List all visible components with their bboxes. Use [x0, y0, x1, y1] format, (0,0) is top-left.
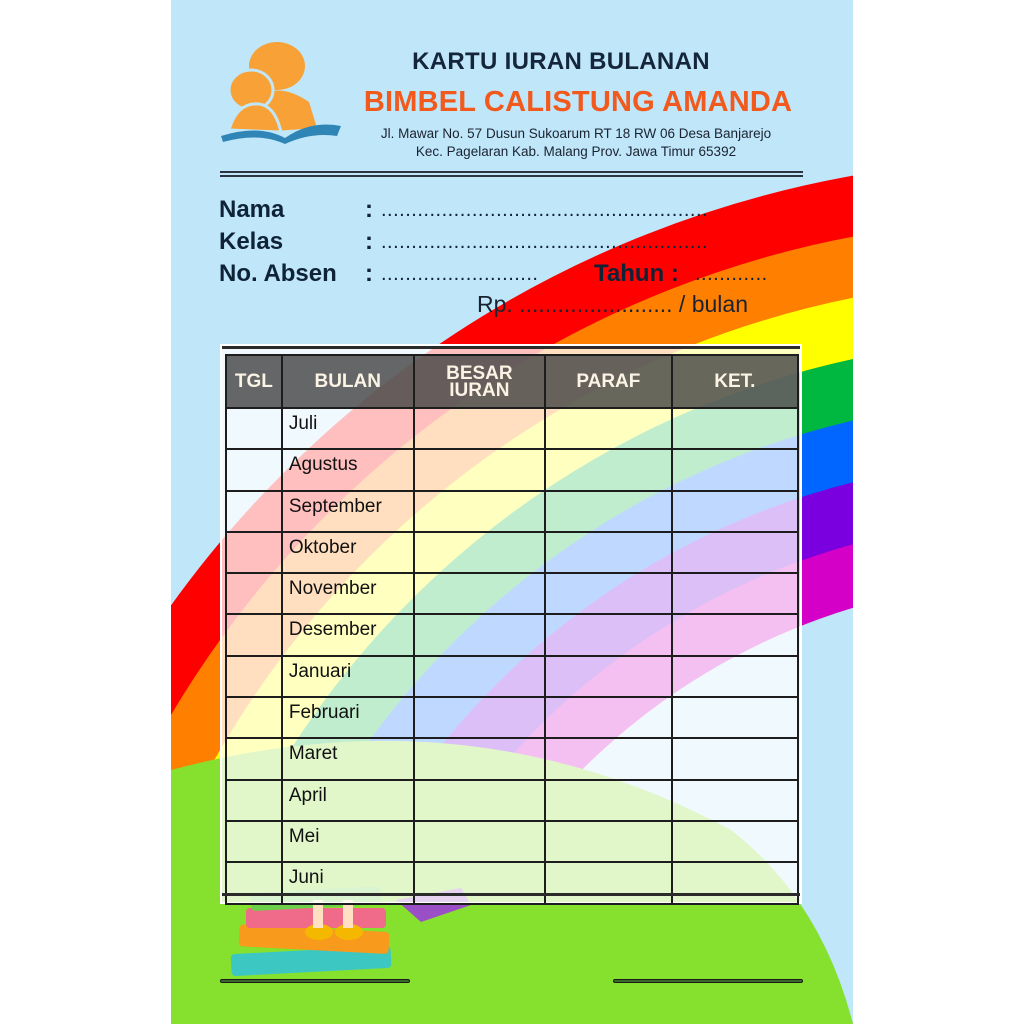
table-row — [226, 821, 798, 862]
cell-bulan: November — [282, 573, 414, 614]
cell-tgl[interactable] — [226, 697, 282, 738]
tahun-field[interactable]: ............ — [695, 263, 768, 285]
table-header-row — [226, 355, 798, 408]
cell-paraf[interactable] — [545, 821, 672, 862]
cell-ket[interactable] — [672, 408, 798, 449]
cell-bulan: Februari — [282, 697, 414, 738]
cell-paraf[interactable] — [545, 697, 672, 738]
cell-iuran[interactable] — [414, 573, 546, 614]
nama-label: Nama — [219, 196, 285, 223]
payment-table — [225, 354, 799, 905]
cell-bulan: Agustus — [282, 449, 414, 490]
nama-colon: : — [365, 196, 373, 223]
cell-bulan: April — [282, 780, 414, 821]
cell-iuran[interactable] — [414, 821, 546, 862]
cell-bulan: Januari — [282, 656, 414, 697]
table-row — [226, 573, 798, 614]
header-bulan: BULAN — [282, 355, 414, 408]
signature-line-left[interactable] — [220, 979, 410, 983]
payment-table-container — [220, 344, 802, 904]
cell-tgl[interactable] — [226, 614, 282, 655]
cell-bulan: Oktober — [282, 532, 414, 573]
table-bottom-rule — [222, 893, 800, 898]
table-row — [226, 449, 798, 490]
cell-ket[interactable] — [672, 656, 798, 697]
cell-iuran[interactable] — [414, 780, 546, 821]
cell-iuran[interactable] — [414, 656, 546, 697]
cell-ket[interactable] — [672, 697, 798, 738]
cell-bulan: Maret — [282, 738, 414, 779]
monthly-fee-field[interactable]: Rp. ........................ / bulan — [477, 291, 748, 317]
cell-ket[interactable] — [672, 738, 798, 779]
cell-tgl[interactable] — [226, 780, 282, 821]
cell-paraf[interactable] — [545, 738, 672, 779]
cell-ket[interactable] — [672, 780, 798, 821]
cell-tgl[interactable] — [226, 491, 282, 532]
cell-paraf[interactable] — [545, 491, 672, 532]
header-tgl: TGL — [226, 355, 282, 408]
table-row — [226, 780, 798, 821]
cell-ket[interactable] — [672, 821, 798, 862]
cell-bulan: Desember — [282, 614, 414, 655]
cell-iuran[interactable] — [414, 614, 546, 655]
nama-field[interactable]: ...................................................... — [381, 199, 709, 221]
cell-ket[interactable] — [672, 614, 798, 655]
table-row — [226, 697, 798, 738]
kelas-field[interactable]: ...................................................... — [381, 231, 709, 253]
cell-ket[interactable] — [672, 491, 798, 532]
cell-tgl[interactable] — [226, 573, 282, 614]
kelas-colon: : — [365, 228, 373, 255]
cell-tgl[interactable] — [226, 821, 282, 862]
fee-card — [171, 0, 853, 1024]
cell-bulan: Juli — [282, 408, 414, 449]
cell-tgl[interactable] — [226, 656, 282, 697]
cell-iuran[interactable] — [414, 408, 546, 449]
cell-paraf[interactable] — [545, 408, 672, 449]
absen-label: No. Absen — [219, 260, 337, 287]
cell-paraf[interactable] — [545, 449, 672, 490]
table-row — [226, 614, 798, 655]
address-line-2: Kec. Pagelaran Kab. Malang Prov. Jawa Timur 65392 — [415, 144, 737, 159]
cell-paraf[interactable] — [545, 780, 672, 821]
cell-paraf[interactable] — [545, 656, 672, 697]
cell-paraf[interactable] — [545, 573, 672, 614]
table-row — [226, 491, 798, 532]
cell-tgl[interactable] — [226, 449, 282, 490]
header-paraf: PARAF — [545, 355, 672, 408]
table-row — [226, 408, 798, 449]
cell-iuran[interactable] — [414, 532, 546, 573]
institution-name: BIMBEL CALISTUNG AMANDA — [363, 86, 793, 118]
cell-tgl[interactable] — [226, 738, 282, 779]
cell-paraf[interactable] — [545, 614, 672, 655]
cell-bulan: Mei — [282, 821, 414, 862]
cell-bulan: September — [282, 491, 414, 532]
card-title: KARTU IURAN BULANAN — [412, 48, 710, 75]
table-row — [226, 738, 798, 779]
absen-field[interactable]: .......................... — [381, 263, 539, 285]
cell-ket[interactable] — [672, 573, 798, 614]
children-reading-book-icon — [219, 40, 349, 145]
kelas-label: Kelas — [219, 228, 284, 255]
cell-ket[interactable] — [672, 449, 798, 490]
cell-ket[interactable] — [672, 532, 798, 573]
cell-bulan: Juni — [282, 862, 414, 903]
table-row — [226, 532, 798, 573]
absen-colon: : — [365, 260, 373, 287]
cell-tgl[interactable] — [226, 408, 282, 449]
tahun-label: Tahun : — [594, 260, 679, 287]
header-besar-iuran: BESAR IURAN — [414, 355, 546, 408]
cell-tgl[interactable] — [226, 532, 282, 573]
cell-iuran[interactable] — [414, 738, 546, 779]
address-line-1: Jl. Mawar No. 57 Dusun Sukoarum RT 18 RW 06 Desa Banjarejo — [380, 126, 772, 141]
cell-paraf[interactable] — [545, 532, 672, 573]
header-divider — [220, 171, 803, 177]
table-row — [226, 656, 798, 697]
signature-line-right[interactable] — [613, 979, 803, 983]
cell-iuran[interactable] — [414, 697, 546, 738]
header-ket: KET. — [672, 355, 798, 408]
cell-iuran[interactable] — [414, 491, 546, 532]
cell-iuran[interactable] — [414, 449, 546, 490]
